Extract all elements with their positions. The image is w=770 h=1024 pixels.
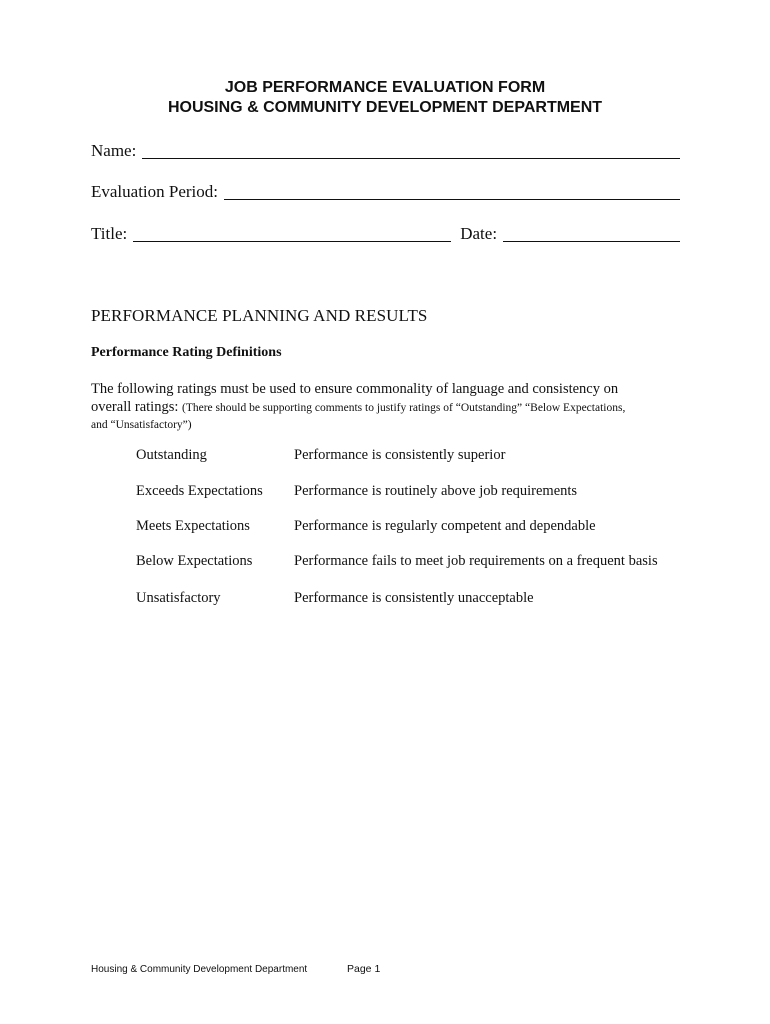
- form-title: JOB PERFORMANCE EVALUATION FORM: [224, 79, 546, 96]
- intro-note-2: and “Unsatisfactory”): [91, 419, 192, 431]
- intro-text-1: The following ratings must be used to ensure commonality of language and consistency on: [91, 381, 619, 397]
- name-field-row: [91, 140, 680, 162]
- evaluation-period-field[interactable]: [224, 181, 680, 200]
- title-field[interactable]: [133, 223, 451, 242]
- name-field[interactable]: [142, 140, 680, 159]
- rating-term: Meets Expectations: [136, 518, 250, 534]
- page-number: Page 1: [347, 963, 381, 975]
- date-label: Date:: [460, 224, 498, 243]
- footer-department: Housing & Community Development Department: [91, 964, 308, 975]
- rating-term: Unsatisfactory: [136, 590, 221, 606]
- rating-description: Performance fails to meet job requirements on a frequent basis: [294, 553, 658, 569]
- rating-description: Performance is routinely above job requirements: [294, 483, 578, 499]
- date-field[interactable]: [503, 223, 680, 242]
- department-title: HOUSING & COMMUNITY DEVELOPMENT DEPARTMENT: [167, 99, 603, 116]
- intro-paragraph: [91, 380, 691, 433]
- title-date-row: [91, 223, 680, 245]
- name-label: Name:: [91, 141, 137, 160]
- evaluation-period-label: Evaluation Period:: [91, 182, 219, 201]
- rating-term: Outstanding: [136, 447, 207, 463]
- rating-term: Exceeds Expectations: [136, 483, 263, 499]
- rating-description: Performance is regularly competent and dependable: [294, 518, 596, 534]
- intro-text-2: overall ratings:: [91, 399, 183, 415]
- rating-description: Performance is consistently superior: [294, 447, 506, 463]
- section-heading: PERFORMANCE PLANNING AND RESULTS: [91, 306, 428, 325]
- evaluation-period-row: [91, 181, 680, 203]
- rating-term: Below Expectations: [136, 553, 253, 569]
- rating-definitions-heading: Performance Rating Definitions: [91, 345, 282, 360]
- rating-description: Performance is consistently unacceptable: [294, 590, 534, 606]
- title-label: Title:: [91, 224, 128, 243]
- intro-note-1: (There should be supporting comments to justify ratings of “Outstanding” “Below Expectations,: [182, 402, 626, 414]
